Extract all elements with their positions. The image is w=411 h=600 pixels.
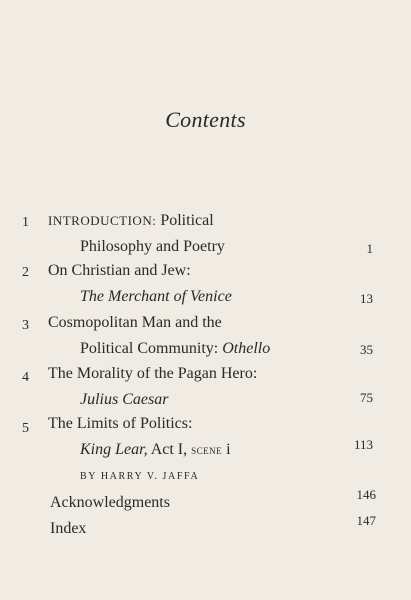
entry-1-number: 1	[22, 215, 29, 230]
entry-5-line2-smallcaps: scene	[191, 442, 223, 457]
entry-5-line1: The Limits of Politics:	[48, 415, 193, 432]
entry-3-line1: Cosmopolitan Man and the	[48, 314, 222, 331]
entry-3-line2-italic: Othello	[222, 340, 271, 357]
entry-4-number: 4	[22, 370, 29, 385]
index-page: 147	[356, 513, 376, 528]
entry-5-line2-end: i	[222, 441, 231, 458]
entry-1-label-introduction: INTRODUCTION:	[48, 213, 157, 228]
entry-5-byline: BY HARRY V. JAFFA	[80, 471, 200, 482]
entry-2-line2: The Merchant of Venice	[80, 288, 232, 305]
entry-2-page: 13	[360, 291, 373, 306]
index-label: Index	[50, 520, 87, 537]
entry-1-line2: Philosophy and Poetry	[80, 238, 225, 255]
entry-5-number: 5	[22, 421, 29, 436]
entry-2-line1: On Christian and Jew:	[48, 262, 191, 279]
entry-1-page: 1	[366, 241, 373, 256]
acknowledgments-page: 146	[356, 487, 376, 502]
entry-1-line1	[48, 212, 214, 230]
entry-4-page: 75	[360, 390, 373, 405]
acknowledgments-label: Acknowledgments	[50, 494, 170, 511]
entry-5-line2-plain: Act I,	[147, 441, 192, 458]
entry-3-page: 35	[360, 342, 373, 357]
entry-5-page: 113	[353, 437, 373, 452]
entry-5-line2-italic: King Lear,	[80, 441, 148, 458]
page-title: Contents	[165, 107, 246, 132]
entry-5-line2	[80, 441, 231, 459]
entry-3-line2-plain: Political Community:	[80, 340, 223, 357]
entry-4-line2: Julius Caesar	[80, 391, 169, 408]
entry-1-line1-rest: Political	[156, 212, 214, 229]
entry-4-line1: The Morality of the Pagan Hero:	[48, 365, 258, 382]
entry-2-number: 2	[22, 265, 29, 280]
entry-3-number: 3	[22, 318, 29, 333]
entry-3-line2	[80, 340, 270, 358]
